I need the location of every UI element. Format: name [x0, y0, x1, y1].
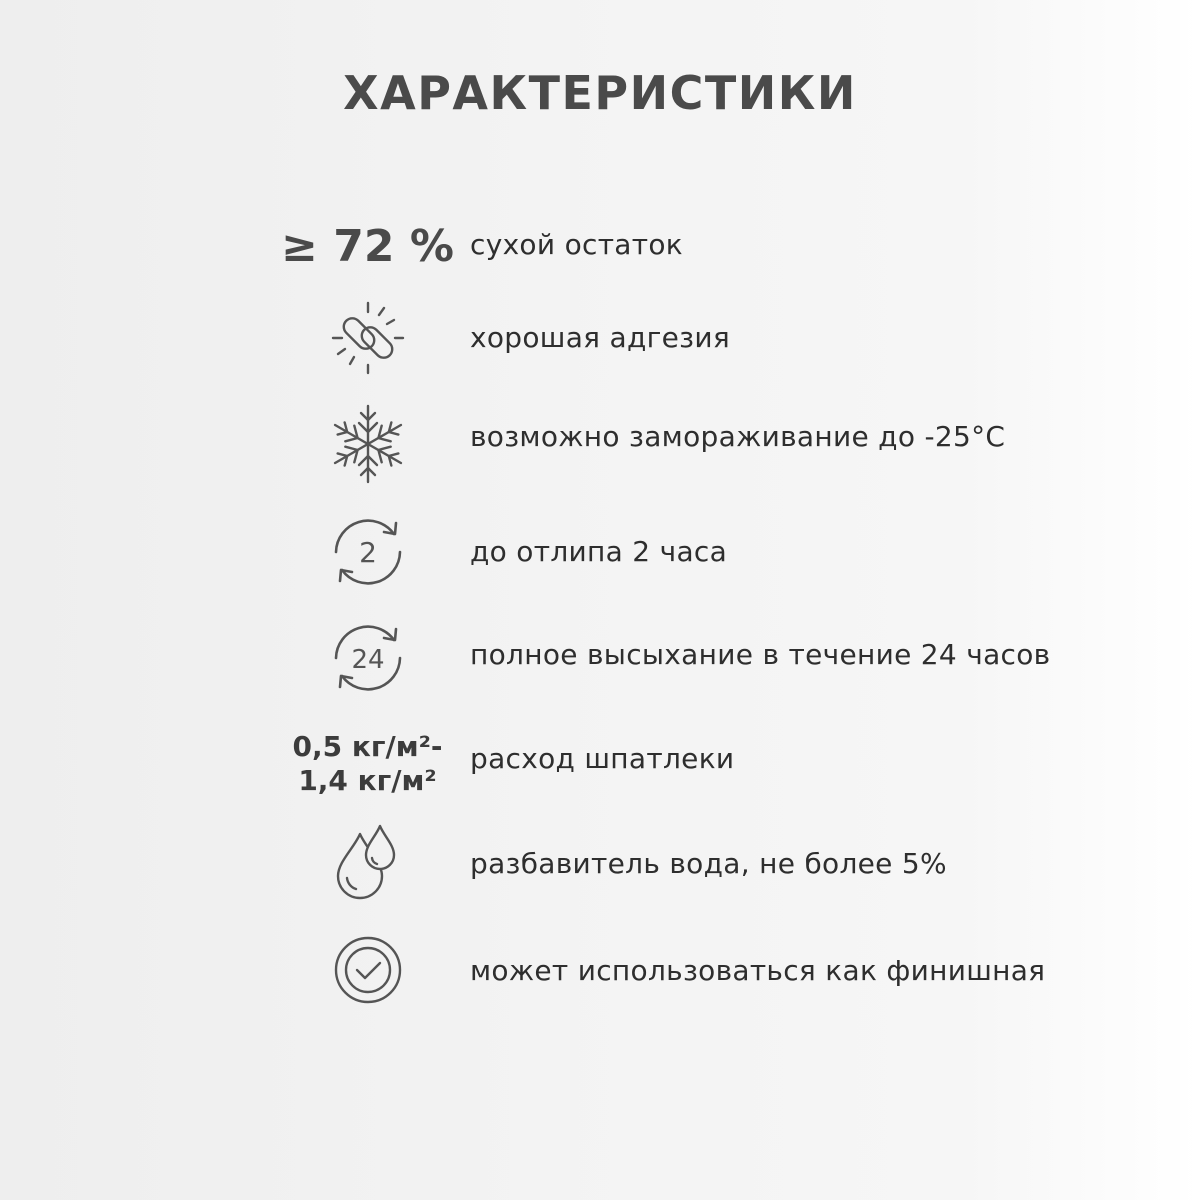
snowflake-icon: [285, 402, 450, 486]
cycle-24-icon: [285, 618, 450, 698]
consumption-value-line1: 0,5 кг/м²-: [292, 730, 443, 763]
page-title: ХАРАКТЕРИСТИКИ: [343, 66, 857, 120]
chain-link-icon: [285, 298, 450, 378]
consumption-value-cell: [285, 728, 450, 800]
consumption-value-line2: 1,4 кг/м²: [298, 764, 437, 797]
feature-label-thinner: разбавитель вода, не более 5%: [470, 847, 947, 880]
feature-label-full-drying: полное высыхание в течение 24 часов: [470, 638, 1051, 671]
feature-label-finishing: может использоваться как финишная: [470, 954, 1046, 987]
cycle-24-number: 24: [350, 645, 385, 675]
water-drops-icon: [285, 822, 450, 902]
feature-label-tack-free: до отлипа 2 часа: [470, 535, 728, 568]
cycle-2-icon: [285, 512, 450, 592]
feature-label-dry-residue: сухой остаток: [470, 228, 684, 261]
check-circle-icon: [285, 934, 450, 1006]
cycle-2-number: 2: [358, 536, 377, 569]
feature-label-freezing: возможно замораживание до -25°C: [470, 420, 1006, 453]
dry-residue-value-cell: [281, 218, 454, 274]
feature-label-consumption: расход шпатлеки: [470, 742, 735, 775]
feature-label-adhesion: хорошая адгезия: [470, 321, 731, 354]
dry-residue-value: ≥ 72 %: [281, 220, 454, 272]
